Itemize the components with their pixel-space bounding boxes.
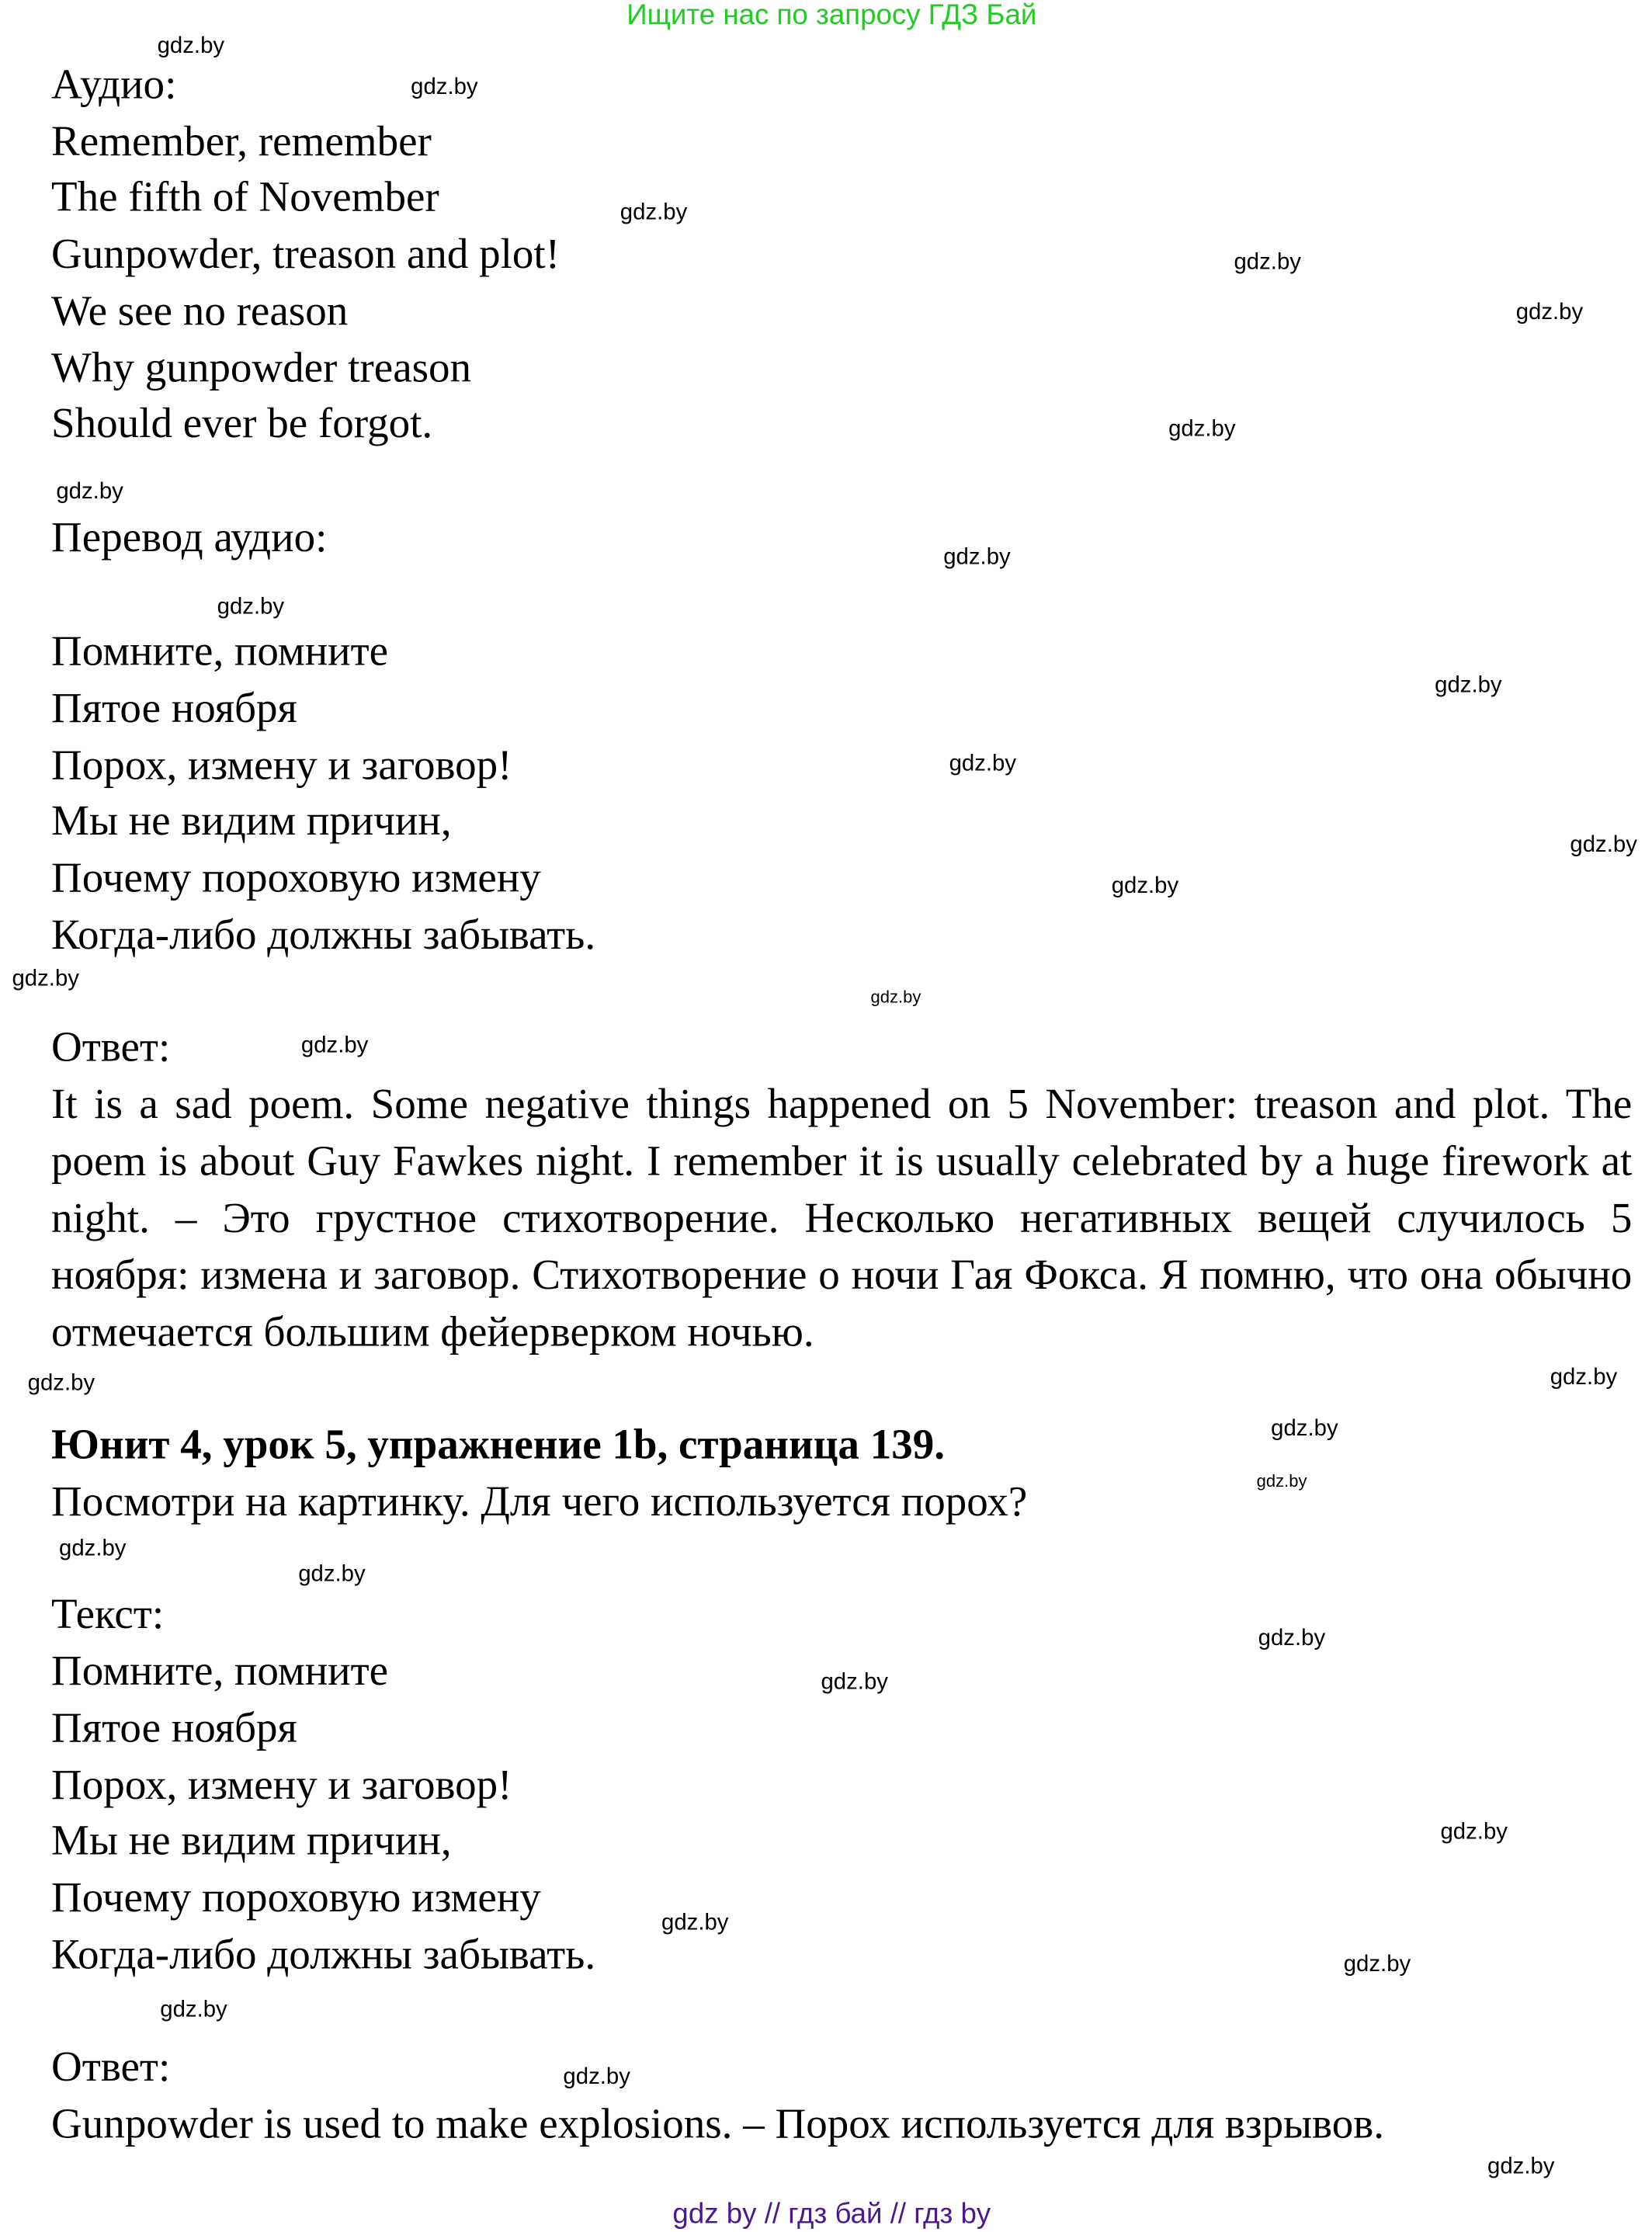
exercise-question: Посмотри на картинку. Для чего используется порох?	[51, 1478, 1028, 1526]
audio-line: Should ever be forgot.	[51, 400, 433, 448]
watermark: gdz.by	[1440, 1820, 1508, 1845]
text-line: Мы не видим причин,	[51, 1817, 452, 1865]
answer-label: Ответ:	[51, 2043, 171, 2091]
translation-line: Помните, помните	[51, 628, 389, 675]
watermark: gdz.by	[563, 2065, 630, 2090]
watermark: gdz.by	[1570, 833, 1637, 858]
watermark: gdz.by	[160, 1998, 227, 2022]
audio-line: The fifth of November	[51, 173, 439, 221]
watermark: gdz.by	[1271, 1417, 1338, 1442]
watermark: gdz.by	[821, 1670, 888, 1696]
translation-label: Перевод аудио:	[51, 514, 328, 561]
watermark: gdz.by	[949, 752, 1017, 776]
text-line: Порох, измену и заговор!	[51, 1762, 512, 1809]
text-label: Текст:	[51, 1591, 165, 1638]
watermark: gdz.by	[1550, 1366, 1618, 1390]
watermark: gdz.by	[1435, 673, 1502, 698]
footer-links[interactable]: gdz by // гдз бай // гдз by	[672, 2199, 991, 2230]
audio-line: Why gunpowder treason	[51, 344, 472, 392]
translation-line: Мы не видим причин,	[51, 797, 452, 845]
translation-line: Порох, измену и заговор!	[51, 741, 512, 790]
watermark: gdz.by	[1515, 300, 1584, 325]
text-line: Пятое ноября	[51, 1704, 297, 1752]
search-hint-banner: Ищите нас по запросу ГДЗ Бай	[626, 0, 1037, 32]
translation-line: Пятое ноября	[51, 685, 297, 732]
text-line: Почему пороховую измену	[51, 1874, 541, 1921]
translation-line: Когда-либо должны забывать.	[51, 911, 596, 959]
watermark: gdz.by	[12, 967, 79, 991]
watermark: gdz.by	[620, 200, 688, 225]
watermark: gdz.by	[943, 545, 1011, 570]
watermark: gdz.by	[661, 1911, 729, 1936]
watermark: gdz.by	[56, 480, 123, 505]
watermark: gdz.by	[59, 1536, 127, 1561]
answer-paragraph: It is a sad poem. Some negative things happened on 5 November: treason and plot. The poem is about Guy Fawkes night. I remember it is usually celebrated by a huge firework at night. – Это грустное стихотворение. Несколько негативных вещей случилось 5 ноября: измена и заговор. Стихотворение о ночи Гая Фокса. Я помню, что она обычно отмечается большим фейерверком ночью.	[51, 1081, 1633, 1356]
watermark: gdz.by	[1343, 1953, 1411, 1977]
audio-line: Gunpowder, treason and plot!	[51, 231, 560, 278]
audio-label: Аудио:	[51, 61, 177, 109]
text-line: Когда-либо должны забывать.	[51, 1931, 596, 1979]
exercise-heading: Юнит 4, урок 5, упражнение 1b, страница 139.	[51, 1421, 946, 1469]
watermark: gdz.by	[157, 34, 225, 59]
watermark: gdz.by	[300, 1033, 369, 1059]
watermark: gdz.by	[1168, 417, 1236, 442]
answer-label: Ответ:	[51, 1024, 171, 1071]
watermark: gdz.by	[1487, 2154, 1555, 2179]
watermark: gdz.by	[1256, 1471, 1307, 1491]
watermark: gdz.by	[298, 1562, 366, 1587]
watermark: gdz.by	[27, 1371, 95, 1396]
watermark: gdz.by	[411, 75, 478, 100]
audio-line: We see no reason	[51, 287, 349, 335]
text-line: Помните, помните	[51, 1647, 389, 1696]
translation-line: Почему пороховую измену	[51, 854, 541, 902]
watermark: gdz.by	[217, 595, 285, 620]
answer-text: Gunpowder is used to make explosions. – Порох используется для взрывов.	[51, 2100, 1385, 2148]
watermark: gdz.by	[1111, 874, 1179, 899]
watermark: gdz.by	[870, 987, 921, 1007]
watermark: gdz.by	[1234, 250, 1301, 276]
audio-line: Remember, remember	[51, 118, 432, 165]
watermark: gdz.by	[1258, 1626, 1326, 1651]
